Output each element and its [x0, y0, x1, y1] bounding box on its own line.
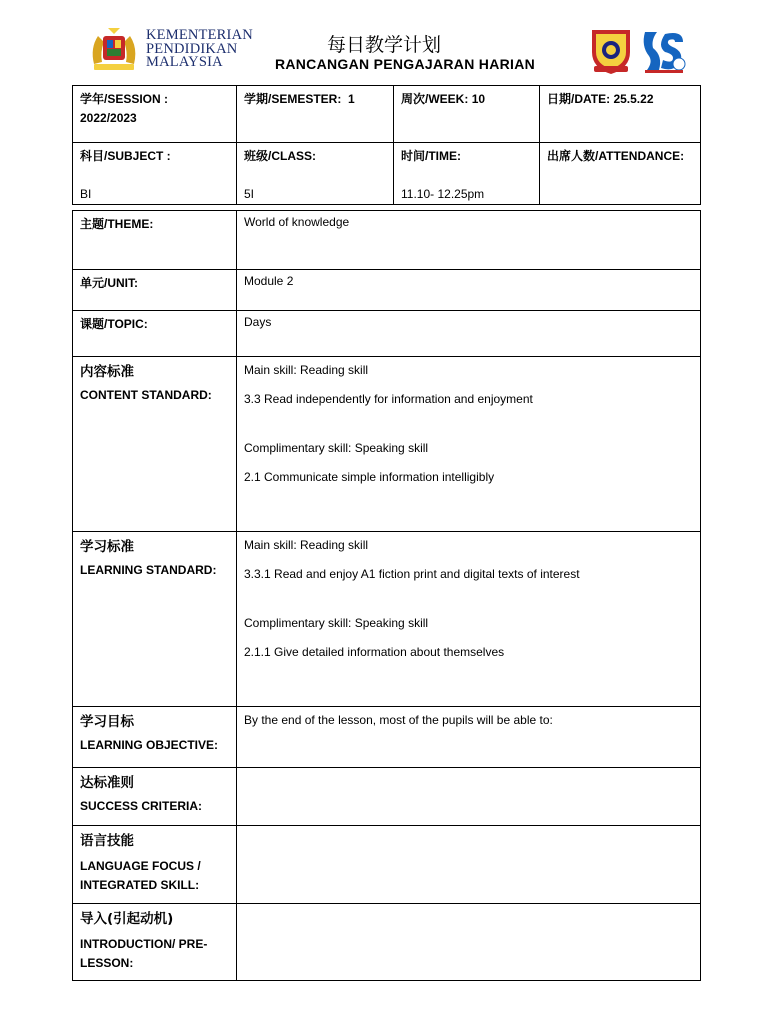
table-row	[73, 707, 701, 768]
ministry-line-3: MALAYSIA	[146, 54, 223, 70]
attendance-cell	[540, 143, 701, 205]
ministry-line-1: KEMENTERIAN	[146, 27, 253, 43]
organisation-logo-icon	[639, 26, 687, 74]
table-row	[73, 826, 701, 904]
time-value: 11.10- 12.25pm	[401, 187, 485, 201]
intro-label-cell	[73, 904, 237, 981]
theme-label-cell	[73, 211, 237, 270]
unit-value: Module 2	[244, 274, 294, 288]
session-value: 2022/2023	[80, 111, 137, 125]
time-cell	[394, 143, 540, 205]
table-row	[73, 270, 701, 311]
table-row	[73, 143, 701, 205]
session-label: 学年/SESSION :	[80, 92, 169, 106]
table-row	[73, 211, 701, 270]
time-label: 时间/TIME:	[401, 149, 461, 163]
date-value: 25.5.22	[613, 92, 654, 106]
language-value-cell	[237, 826, 701, 904]
theme-value-cell	[237, 211, 701, 270]
class-value: 5I	[244, 187, 255, 201]
objective-label-cell	[73, 707, 237, 768]
week-value: 10	[471, 92, 486, 106]
content-standard-cn: 内容标准	[80, 364, 134, 380]
subject-label: 科目/SUBJECT :	[80, 149, 171, 163]
learning-comp-skill: Complimentary skill: Speaking skill	[244, 616, 429, 630]
subject-value: BI	[80, 187, 92, 201]
success-en: SUCCESS CRITERIA:	[80, 799, 203, 813]
success-label-cell	[73, 768, 237, 826]
language-cn: 语言技能	[80, 833, 134, 849]
semester-value: 1	[348, 92, 355, 106]
theme-value: World of knowledge	[244, 215, 350, 229]
learning-standard-value-cell	[237, 532, 701, 707]
table-row	[73, 532, 701, 707]
semester-cell	[237, 86, 394, 143]
learning-main-skill: Main skill: Reading skill	[244, 538, 369, 552]
intro-value-cell	[237, 904, 701, 981]
class-cell	[237, 143, 394, 205]
content-main-skill: Main skill: Reading skill	[244, 363, 369, 377]
language-en-1: LANGUAGE FOCUS /	[80, 859, 201, 873]
unit-label: 单元/UNIT:	[80, 276, 138, 290]
unit-label-cell	[73, 270, 237, 311]
unit-value-cell	[237, 270, 701, 311]
week-label: 周次/WEEK:	[401, 92, 469, 106]
success-value-cell	[237, 768, 701, 826]
learning-main-item: 3.3.1 Read and enjoy A1 fiction print and digital texts of interest	[244, 567, 580, 581]
topic-label: 课题/TOPIC:	[80, 317, 148, 331]
semester-label: 学期/SEMESTER:	[244, 92, 342, 106]
theme-label: 主题/THEME:	[80, 217, 154, 231]
page-title-malay: RANCANGAN PENGAJARAN HARIAN	[274, 56, 536, 72]
session-cell	[73, 86, 237, 143]
table-row	[73, 768, 701, 826]
table-row	[73, 357, 701, 532]
topic-label-cell	[73, 311, 237, 357]
ministry-line-2: PENDIDIKAN	[146, 40, 238, 57]
language-label-cell	[73, 826, 237, 904]
objective-value-cell	[237, 707, 701, 768]
content-comp-item: 2.1 Communicate simple information intelligibly	[244, 470, 495, 484]
table-row	[73, 904, 701, 981]
topic-value: Days	[244, 315, 272, 329]
content-standard-label-cell	[73, 357, 237, 532]
content-standard-en: CONTENT STANDARD:	[80, 388, 212, 402]
table-row	[73, 86, 701, 143]
success-cn: 达标准则	[80, 775, 134, 791]
objective-en: LEARNING OBJECTIVE:	[80, 738, 219, 752]
language-en-2: INTEGRATED SKILL:	[80, 878, 200, 892]
intro-en-1: INTRODUCTION/ PRE-	[80, 937, 208, 951]
intro-cn: 导入(引起动机)	[80, 911, 174, 927]
table-row	[73, 311, 701, 357]
date-label: 日期/DATE:	[547, 92, 611, 106]
objective-cn: 学习目标	[80, 714, 134, 730]
content-main-item: 3.3 Read independently for information and enjoyment	[244, 392, 533, 406]
date-cell	[540, 86, 701, 143]
intro-en-2: LESSON:	[80, 956, 134, 970]
week-cell	[394, 86, 540, 143]
class-label: 班级/CLASS:	[244, 149, 317, 163]
content-comp-skill: Complimentary skill: Speaking skill	[244, 441, 429, 455]
topic-value-cell	[237, 311, 701, 357]
attendance-label: 出席人数/ATTENDANCE:	[547, 149, 685, 163]
subject-cell	[73, 143, 237, 205]
lesson-plan-table	[72, 210, 701, 981]
school-crest-icon	[588, 26, 634, 76]
learning-standard-en: LEARNING STANDARD:	[80, 563, 217, 577]
objective-value: By the end of the lesson, most of the pupils will be able to:	[244, 713, 553, 727]
content-standard-value-cell	[237, 357, 701, 532]
learning-standard-label-cell	[73, 532, 237, 707]
page-title-chinese: 每日教学计划	[326, 34, 441, 56]
learning-comp-item: 2.1.1 Give detailed information about themselves	[244, 645, 505, 659]
learning-standard-cn: 学习标准	[80, 539, 134, 555]
lesson-info-table	[72, 85, 701, 205]
